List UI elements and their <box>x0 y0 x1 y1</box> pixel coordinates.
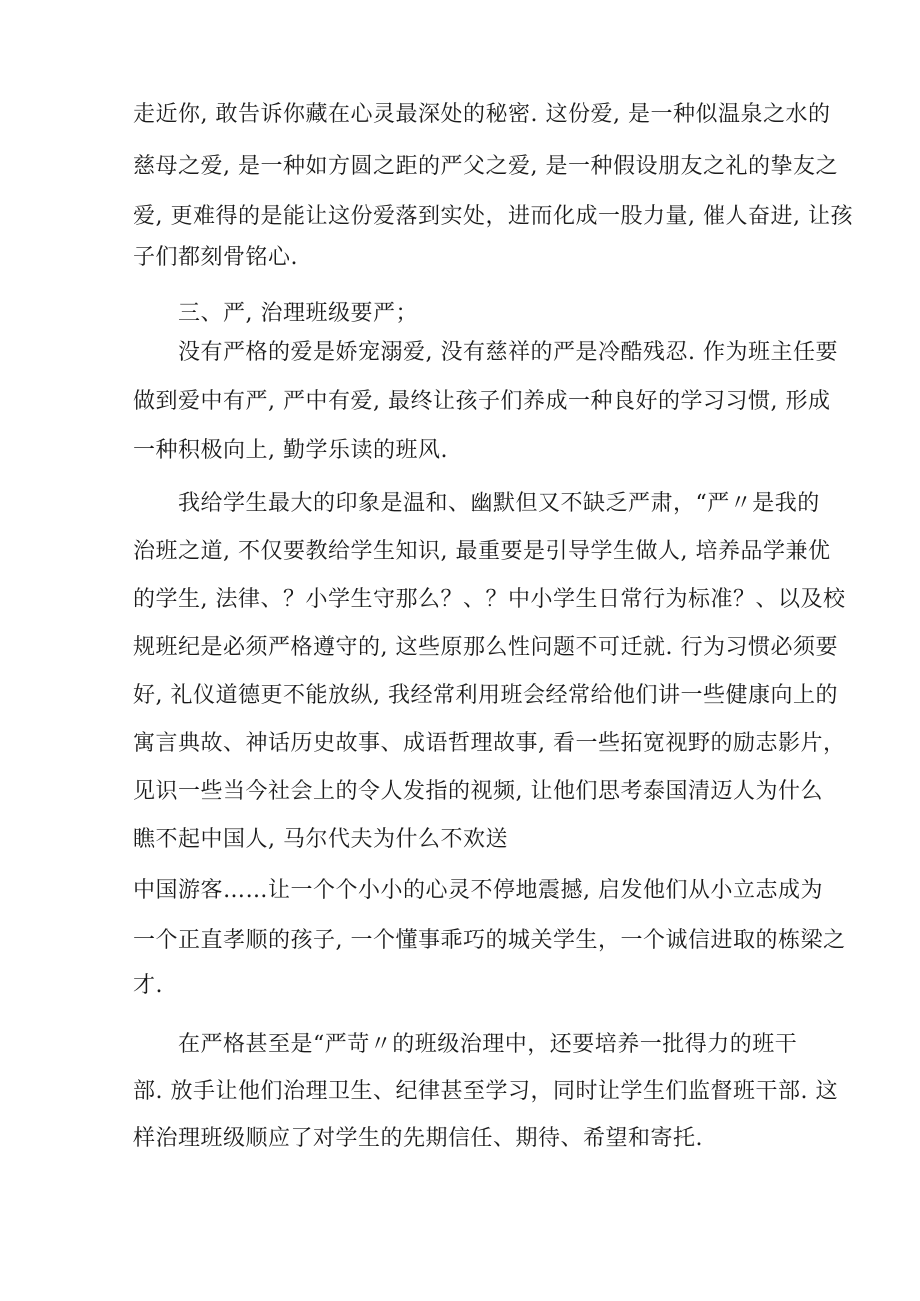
text-line: 一个正直孝顺的孩子, 一个懂事乖巧的城关学生，一个诚信进取的栋梁之 <box>133 928 846 953</box>
text-line: 才. <box>133 973 163 998</box>
section-heading: 三、严, 治理班级要严； <box>178 301 418 326</box>
text-line: 走近你, 敢告诉你藏在心灵最深处的秘密. 这份爱, 是一种似温泉之水的 <box>133 102 831 127</box>
text-line: 在严格甚至是“严苛〃的班级治理中，还要培养一批得力的班干 <box>178 1032 798 1057</box>
text-line: 慈母之爱, 是一种如方圆之距的严父之爱, 是一种假设朋友之礼的挚友之 <box>133 154 838 179</box>
text-line: 的学生, 法律、？小学生守那么？、？中小学生日常行为标准？、以及校 <box>133 587 846 612</box>
text-line: 寓言典故、神话历史故事、成语哲理故事, 看一些拓宽视野的励志影片， <box>133 731 846 756</box>
text-line: 我给学生最大的印象是温和、幽默但又不缺乏严肃，“严〃是我的 <box>178 491 820 516</box>
text-line: 部. 放手让他们治理卫生、纪律甚至学习，同时让学生们监督班干部. 这 <box>133 1079 838 1104</box>
text-line: 没有严格的爱是娇宠溺爱, 没有慈祥的严是冷酷残忍. 作为班主任要 <box>178 340 838 365</box>
text-line: 见识一些当今社会上的令人发指的视频, 让他们思考泰国清迈人为什么 <box>133 779 823 804</box>
text-line: 做到爱中有严, 严中有爱, 最终让孩子们养成一种良好的学习习惯, 形成 <box>133 389 831 414</box>
text-line: 治班之道, 不仅要教给学生知识, 最重要是引导学生做人, 培养品学兼优 <box>133 539 831 564</box>
text-line: 中国游客……让一个个小小的心灵不停地震撼, 启发他们从小立志成为 <box>133 878 823 903</box>
text-line: 好, 礼仪道德更不能放纵, 我经常利用班会经常给他们讲一些健康向上的 <box>133 683 838 708</box>
text-line: 一种积极向上, 勤学乐读的班风. <box>133 438 448 463</box>
text-line: 样治理班级顺应了对学生的先期信任、期待、希望和寄托. <box>133 1126 703 1151</box>
text-line: 子们都刻骨铭心. <box>133 245 298 270</box>
text-line: 爱, 更难得的是能让这份爱落到实处，进而化成一股力量, 催人奋进, 让孩 <box>133 204 853 229</box>
text-line: 瞧不起中国人, 马尔代夫为什么不欢送 <box>133 827 508 852</box>
text-line: 规班纪是必须严格遵守的, 这些原那么性问题不可迁就. 行为习惯必须要 <box>133 635 838 660</box>
